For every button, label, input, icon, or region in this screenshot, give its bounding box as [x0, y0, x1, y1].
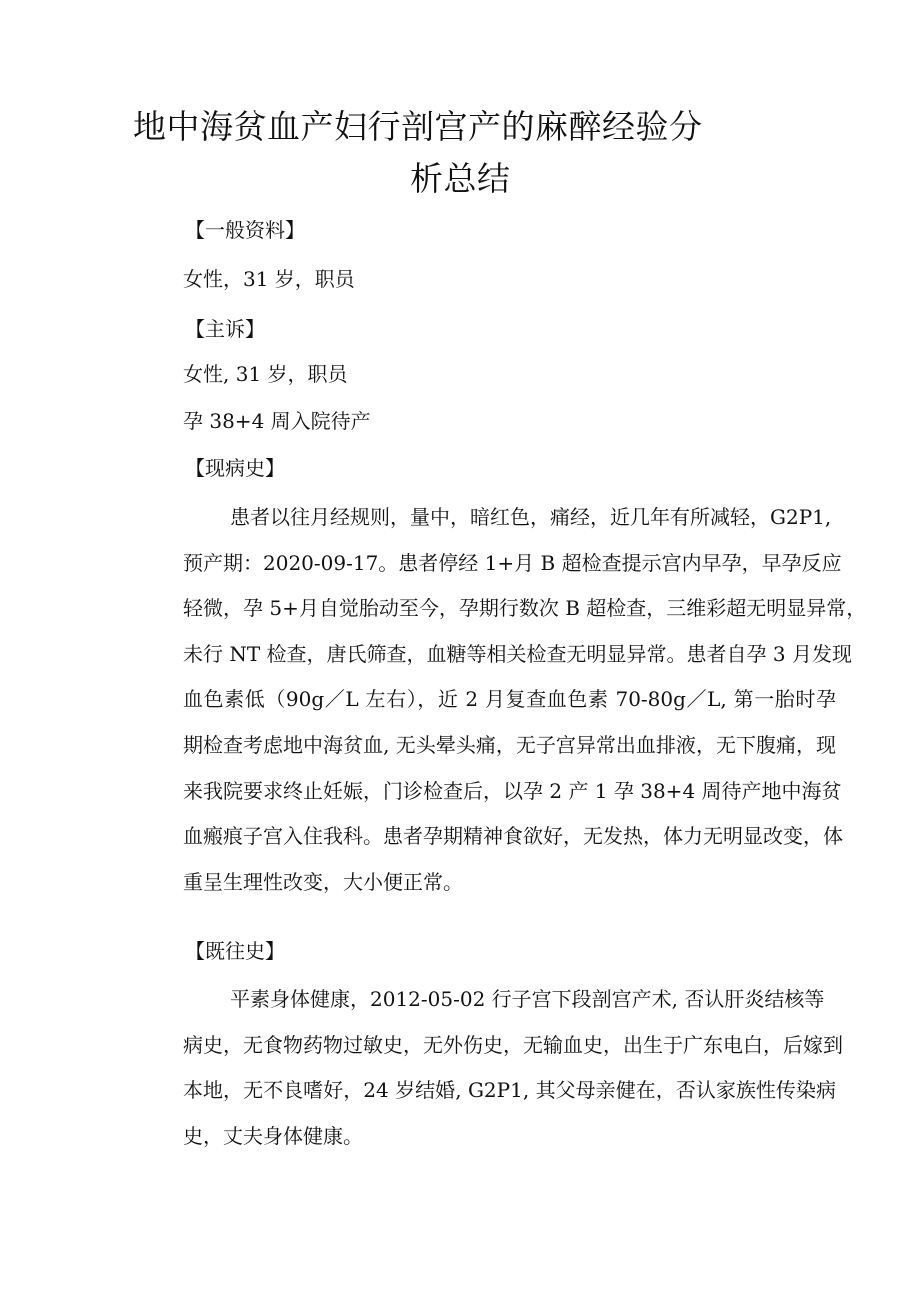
- past-history-line-1: 平素身体健康，2012-05-02 行子宫下段剖宫产术, 否认肝炎结核等: [230, 987, 825, 1011]
- present-illness-line-6: 期检查考虑地中海贫血, 无头晕头痛，无子宫异常出血排液，无下腹痛，现: [183, 732, 836, 757]
- past-history-paragraph: [183, 977, 843, 1159]
- present-illness-line-4: 未行 NT 检查，唐氏筛查，血糖等相关检查无明显异常。患者自孕 3 月发现: [183, 641, 852, 666]
- present-illness-line-1: 患者以往月经规则，量中，暗红色，痛经，近几年有所减轻，G2P1,: [230, 505, 832, 529]
- document-title: [133, 101, 743, 205]
- present-illness-line-7: 来我院要求终止妊娠，门诊检查后，以孕 2 产 1 孕 38+4 周待产地中海贫: [183, 778, 842, 803]
- general-info-text: 女性，31 岁，职员: [183, 267, 355, 291]
- title-line-2: 析总结: [410, 159, 511, 198]
- general-info-heading: 【一般资料】: [185, 218, 305, 242]
- past-history-line-4: 史，丈夫身体健康。: [183, 1123, 363, 1148]
- past-history-line-2: 病史，无食物药物过敏史，无外伤史，无输血史，出生于广东电白，后嫁到: [183, 1032, 843, 1057]
- present-illness-line-3: 轻微，孕 5+月自觉胎动至今，孕期行数次 B 超检查，三维彩超无明显异常，: [183, 596, 867, 621]
- present-illness-heading: 【现病史】: [185, 456, 285, 480]
- present-illness-line-8: 血瘢痕子宫入住我科。患者孕期精神食欲好，无发热，体力无明显改变，体: [183, 824, 843, 849]
- past-history-line-3: 本地，无不良嗜好，24 岁结婚, G2P1, 其父母亲健在，否认家族性传染病: [183, 1078, 836, 1103]
- past-history-heading: 【既往史】: [185, 939, 285, 963]
- chief-complaint-heading: 【主诉】: [185, 317, 265, 341]
- present-illness-paragraph: [183, 495, 867, 905]
- present-illness-line-2: 预产期：2020-09-17。患者停经 1+月 B 超检查提示宫内早孕，早孕反应: [183, 550, 842, 575]
- present-illness-line-5: 血色素低（90g／L 左右），近 2 月复查血色素 70-80g／L, 第一胎时孕: [183, 687, 836, 712]
- chief-complaint-line-1: 女性, 31 岁，职员: [183, 362, 348, 386]
- title-line-1: 地中海贫血产妇行剖宫产的麻醉经验分: [133, 107, 703, 146]
- present-illness-line-9: 重呈生理性改变，大小便正常。: [183, 869, 463, 894]
- chief-complaint-line-2: 孕 38+4 周入院待产: [183, 409, 371, 433]
